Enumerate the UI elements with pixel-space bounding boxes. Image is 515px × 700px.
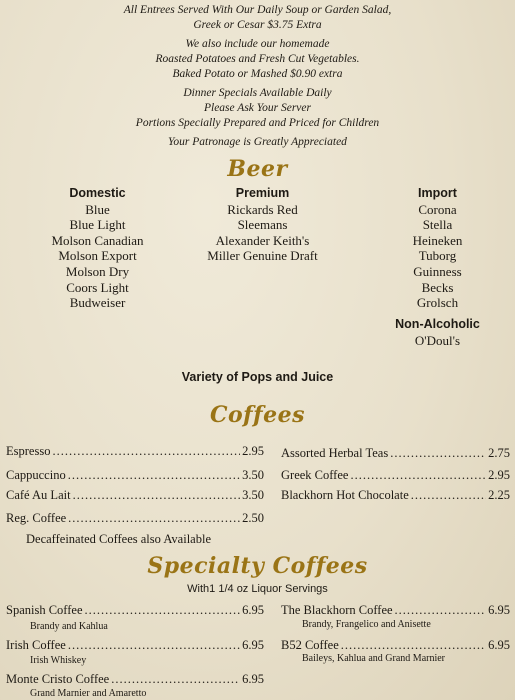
specialty-description: Brandy, Frangelico and Anisette bbox=[302, 619, 431, 630]
beer-domestic-column bbox=[30, 186, 165, 311]
intro-line: Dinner Specials Available Daily bbox=[183, 87, 332, 99]
beer-item: O'Doul's bbox=[414, 332, 461, 348]
intro-line: Portions Specially Prepared and Priced for Children bbox=[135, 117, 380, 129]
coffee-row bbox=[281, 446, 510, 461]
coffee-name: Greek Coffee bbox=[281, 468, 349, 482]
beer-item: Grolsch bbox=[416, 295, 459, 311]
coffee-price: 2.75 bbox=[488, 446, 510, 460]
specialty-row bbox=[281, 603, 510, 618]
pops-and-juice-line: Variety of Pops and Juice bbox=[181, 370, 334, 384]
leader-dots bbox=[85, 603, 241, 618]
leader-dots bbox=[73, 488, 241, 503]
specialty-name: Spanish Coffee bbox=[6, 603, 83, 617]
premium-heading: Premium bbox=[235, 186, 290, 200]
specialty-row bbox=[6, 672, 264, 687]
leader-dots bbox=[52, 444, 240, 459]
coffee-row bbox=[281, 488, 510, 503]
decaf-note: Decaffeinated Coffees also Available bbox=[26, 532, 211, 546]
beer-item: Molson Export bbox=[58, 248, 137, 264]
intro-line: Please Ask Your Server bbox=[203, 102, 311, 114]
specialty-subtitle: With1 1/4 oz Liquor Servings bbox=[187, 583, 328, 595]
leader-dots bbox=[111, 672, 240, 687]
beer-item: Sleemans bbox=[237, 217, 288, 233]
beer-item: Guinness bbox=[413, 263, 462, 279]
specialty-coffees-heading: Specialty Coffees bbox=[147, 553, 368, 579]
coffee-row bbox=[6, 444, 264, 459]
coffee-price: 3.50 bbox=[242, 468, 264, 482]
specialty-description: Grand Marnier and Amaretto bbox=[30, 688, 147, 699]
beer-item: Corona bbox=[418, 201, 457, 217]
beer-item: Becks bbox=[421, 279, 454, 295]
beer-item: Budweiser bbox=[69, 295, 126, 311]
leader-dots bbox=[68, 511, 240, 526]
coffee-price: 2.95 bbox=[242, 444, 264, 458]
beer-nonalcoholic-column bbox=[380, 317, 495, 348]
specialty-row bbox=[6, 603, 264, 618]
leader-dots bbox=[68, 638, 240, 653]
beer-item: Blue bbox=[85, 201, 110, 217]
specialty-row bbox=[6, 638, 264, 653]
beer-item: Tuborg bbox=[418, 248, 457, 264]
beer-item: Alexander Keith's bbox=[215, 232, 310, 248]
coffee-name: Espresso bbox=[6, 444, 51, 458]
beer-import-column bbox=[380, 186, 495, 311]
specialty-price: 6.95 bbox=[242, 638, 264, 652]
non-alcoholic-heading: Non-Alcoholic bbox=[395, 317, 480, 331]
beer-heading: Beer bbox=[227, 156, 288, 182]
specialty-description: Baileys, Kahlua and Grand Marnier bbox=[302, 653, 446, 664]
specialty-price: 6.95 bbox=[488, 603, 510, 617]
intro-block bbox=[0, 3, 515, 150]
beer-item: Heineken bbox=[412, 232, 463, 248]
coffee-row bbox=[6, 488, 264, 503]
coffees-heading: Coffees bbox=[210, 402, 305, 428]
beer-item: Coors Light bbox=[66, 279, 129, 295]
leader-dots bbox=[341, 638, 486, 653]
specialty-description: Brandy and Kahlua bbox=[30, 621, 108, 632]
beer-item: Miller Genuine Draft bbox=[207, 248, 318, 264]
intro-line: Baked Potato or Mashed $0.90 extra bbox=[172, 68, 343, 80]
beer-item: Rickards Red bbox=[227, 201, 298, 217]
domestic-heading: Domestic bbox=[69, 186, 126, 200]
specialty-row bbox=[281, 638, 510, 653]
leader-dots bbox=[395, 603, 487, 618]
leader-dots bbox=[411, 488, 486, 503]
beer-item: Molson Dry bbox=[65, 263, 130, 279]
coffee-price: 2.50 bbox=[242, 511, 264, 525]
intro-line: All Entrees Served With Our Daily Soup or Garden Salad, bbox=[123, 4, 392, 16]
specialty-name: The Blackhorn Coffee bbox=[281, 603, 393, 617]
beer-premium-column bbox=[190, 186, 335, 264]
coffee-name: Reg. Coffee bbox=[6, 511, 67, 525]
coffee-name: Cappuccino bbox=[6, 468, 66, 482]
intro-line: Your Patronage is Greatly Appreciated bbox=[168, 136, 347, 148]
coffee-row bbox=[6, 511, 264, 526]
specialty-price: 6.95 bbox=[242, 672, 264, 686]
specialty-price: 6.95 bbox=[242, 603, 264, 617]
specialty-name: B52 Coffee bbox=[281, 638, 339, 652]
beer-item: Molson Canadian bbox=[51, 232, 144, 248]
specialty-name: Monte Cristo Coffee bbox=[6, 672, 110, 686]
leader-dots bbox=[68, 468, 240, 483]
coffee-price: 2.95 bbox=[488, 468, 510, 482]
specialty-price: 6.95 bbox=[488, 638, 510, 652]
coffee-name: Blackhorn Hot Chocolate bbox=[281, 488, 409, 502]
coffee-row bbox=[6, 468, 264, 483]
specialty-description: Irish Whiskey bbox=[30, 655, 87, 666]
leader-dots bbox=[350, 468, 486, 483]
coffee-name: Café Au Lait bbox=[6, 488, 71, 502]
beer-item: Blue Light bbox=[69, 217, 126, 233]
coffee-row bbox=[281, 468, 510, 483]
intro-line: Greek or Cesar $3.75 Extra bbox=[193, 19, 322, 31]
coffee-price: 3.50 bbox=[242, 488, 264, 502]
intro-line: We also include our homemade bbox=[185, 38, 330, 50]
coffee-name: Assorted Herbal Teas bbox=[281, 446, 389, 460]
import-heading: Import bbox=[418, 186, 457, 200]
beer-item: Stella bbox=[422, 217, 453, 233]
leader-dots bbox=[390, 446, 486, 461]
specialty-name: Irish Coffee bbox=[6, 638, 66, 652]
intro-line: Roasted Potatoes and Fresh Cut Vegetables. bbox=[155, 53, 360, 65]
coffee-price: 2.25 bbox=[488, 488, 510, 502]
